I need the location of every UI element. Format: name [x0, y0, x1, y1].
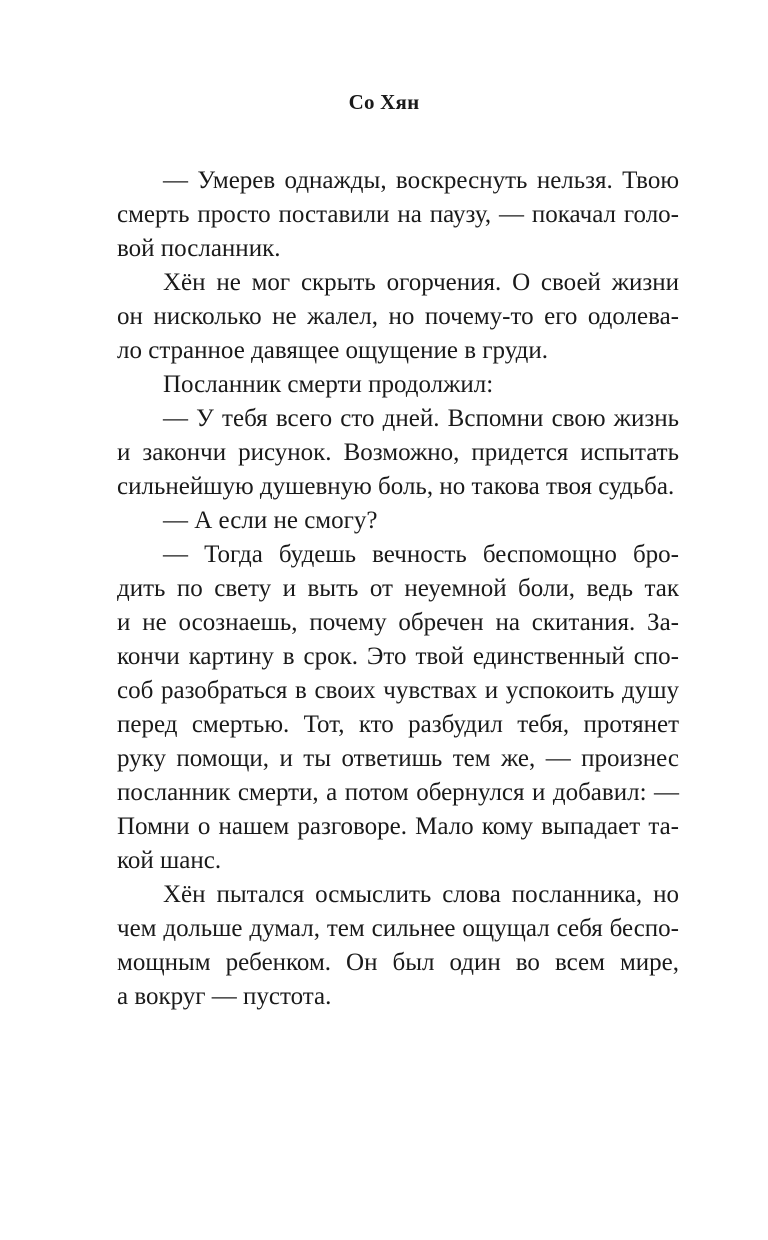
text-line: вой посланник.: [117, 235, 281, 262]
text-line: дить по свету и выть от неуемной боли, ведь так: [117, 575, 679, 602]
text-line: перед смертью. Тот, кто разбудил тебя, протянет: [117, 711, 679, 738]
text-line: Хён не мог скрыть огорчения. О своей жизни: [163, 269, 679, 296]
text-line: посланник смерти, а потом обернулся и добавил: —: [117, 779, 679, 806]
text-line: — Умерев однажды, воскреснуть нельзя. Твою: [163, 167, 679, 194]
text-line: смерть просто поставили на паузу, — покачал голо-: [117, 201, 679, 228]
text-line: — Тогда будешь вечность беспомощно бро-: [163, 541, 679, 568]
text-line: кой шанс.: [117, 847, 222, 874]
text-line: — А если не смогу?: [163, 507, 378, 534]
text-line: Помни о нашем разговоре. Мало кому выпадает та-: [117, 813, 679, 840]
text-line: мощным ребенком. Он был один во всем мире,: [117, 949, 679, 976]
text-line: ло странное давящее ощущение в груди.: [117, 337, 548, 364]
text-line: он нисколько не жалел, но почему-то его одолева-: [117, 303, 679, 330]
text-line: и не осознаешь, почему обречен на скитания. За-: [117, 609, 679, 636]
text-line: Посланник смерти продолжил:: [163, 371, 494, 398]
text-line: соб разобраться в своих чувствах и успокоить душу: [117, 677, 679, 704]
text-line: чем дольше думал, тем сильнее ощущал себя беспо-: [117, 915, 679, 942]
text-line: кончи картину в срок. Это твой единственный спо-: [117, 643, 679, 670]
text-line: сильнейшую душевную боль, но такова твоя судьба.: [117, 473, 675, 500]
text-line: руку помощи, и ты ответишь тем же, — произнес: [117, 745, 679, 772]
body-text: [117, 164, 679, 1014]
running-header-author: Со Хян: [348, 90, 420, 114]
text-line: и закончи рисунок. Возможно, придется испытать: [117, 439, 679, 466]
text-line: — У тебя всего сто дней. Вспомни свою жизнь: [163, 405, 679, 432]
text-line: а вокруг — пустота.: [117, 983, 332, 1010]
text-line: Хён пытался осмыслить слова посланника, но: [163, 881, 679, 908]
